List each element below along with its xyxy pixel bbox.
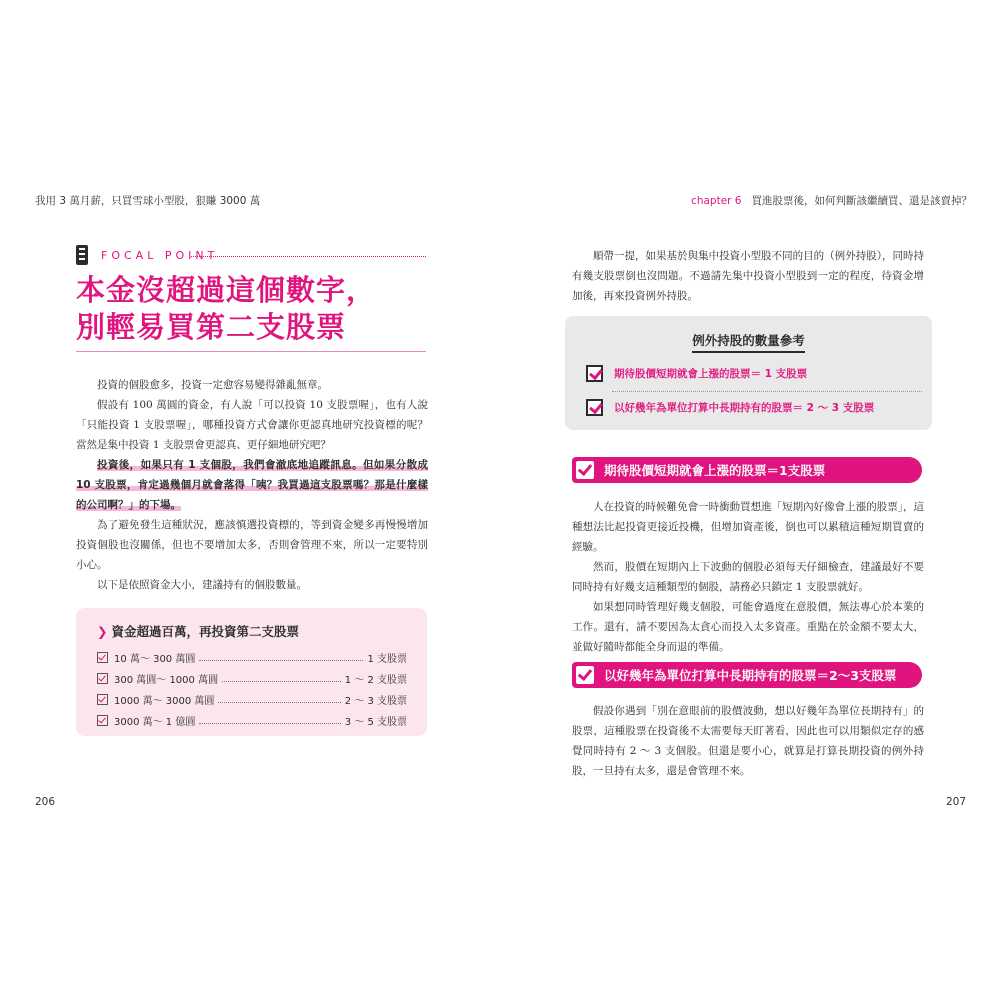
intro-text — [572, 246, 924, 306]
divider — [612, 391, 922, 392]
checkbox-icon — [586, 365, 603, 382]
section-heading-short-term: 期待股價短期就會上漲的股票＝1支股票 — [572, 457, 922, 483]
notebook-icon — [76, 245, 88, 265]
title-divider — [76, 351, 426, 352]
checkbox-icon — [97, 673, 108, 684]
capital-guide-title: ❯ 資金超過百萬，再投資第二支股票 — [97, 624, 299, 639]
paragraph: 投資的個股愈多，投資一定愈容易變得雜亂無章。 — [97, 379, 328, 391]
paragraph: 順帶一提，如果基於與集中投資小型股不同的目的（例外持股），同時持有幾支股票倒也沒問題。不過請先集中投資小型股到一定的程度，待資金增加後，再來投資例外持股。 — [572, 250, 924, 302]
exception-holding-title: 例外持股的數量參考 — [565, 331, 932, 353]
list-item: 3000 萬～ 1 億圓 3 ～ 5 支股票 — [97, 712, 407, 728]
short-term-text — [572, 497, 924, 657]
long-term-text — [572, 701, 924, 781]
checkbox-icon — [97, 715, 108, 726]
page-number-right: 207 — [945, 796, 966, 808]
list-item: 以好幾年為單位打算中長期持有的股票＝ 2 ～ 3 支股票 — [586, 394, 922, 420]
running-header-left: 我用 3 萬月薪，只買雪球小型股，狠賺 3000 萬 — [35, 195, 261, 207]
chapter-title: 買進股票後，如何判斷該繼續買、還是該賣掉？ — [751, 195, 972, 207]
chevron-right-icon: ❯ — [97, 624, 108, 639]
paragraph: 為了避免發生這種狀況，應該慎選投資標的，等到資金變多再慢慢增加投資個股也沒關係，但也不要增加太多，否則會管理不來，所以一定要特別小心。 — [76, 519, 428, 571]
section-heading-long-term: 以好幾年為單位打算中長期持有的股票＝2～3支股票 — [572, 662, 922, 688]
list-item: 1000 萬～ 3000 萬圓 2 ～ 3 支股票 — [97, 691, 407, 707]
check-icon — [576, 461, 594, 479]
title-line-1: 本金沒超過這個數字， — [76, 273, 377, 307]
list-item: 期待股價短期就會上漲的股票＝ 1 支股票 — [586, 360, 922, 386]
paragraph: 人在投資的時候難免會一時衝動買想進「短期內好像會上漲的股票」，這種想法比起投資更接近投機，但增加資產後，倒也可以累積這種短期買賣的經驗。 — [572, 501, 924, 553]
page-number-left: 206 — [35, 796, 56, 808]
checkbox-icon — [97, 652, 108, 663]
highlight-text: 投資後，如果只有 1 支個股，我們會澈底地追蹤訊息。但如果分散成 10 支股票，肯定過幾個月就會落得「咦？我買過這支股票嗎？那是什麼樣的公司啊？」的下場。 — [76, 459, 428, 511]
highlighted-paragraph — [76, 455, 428, 515]
paragraph: 如果想同時管理好幾支個股，可能會過度在意股價，無法專心於本業的工作。還有，請不要因為太貪心而投入太多資產。重點在於金額不要太大，並做好隨時都能全身而退的準備。 — [572, 601, 924, 653]
checkbox-icon — [97, 694, 108, 705]
running-header-right — [691, 193, 972, 208]
chapter-label: chapter 6 — [691, 195, 742, 207]
list-item: 10 萬～ 300 萬圓 1 支股票 — [97, 649, 407, 665]
paragraph: 假設你遇到「別在意眼前的股價波動，想以好幾年為單位長期持有」的股票，這種股票在投資後不太需要每天盯著看，因此也可以用類似定存的感覺同時持有 2 ～ 3 支個股。但還是要小心，就算是打算長期投資的例外持股，一旦持有太多，還是會管理不來。 — [572, 705, 924, 777]
focal-point-rule — [191, 256, 426, 257]
list-item: 300 萬圓～ 1000 萬圓 1 ～ 2 支股票 — [97, 670, 407, 686]
page-title — [76, 272, 436, 346]
paragraph: 然而，股價在短期內上下波動的個股必須每天仔細檢查，建議最好不要同時持有好幾支這種類型的個股，請務必只鎖定 1 支股票就好。 — [572, 561, 924, 593]
paragraph: 假設有 100 萬圓的資金，有人說「可以投資 10 支股票喔」，也有人說「只能投資 1 支股票喔」，哪種投資方式會讓你更認真地研究投資標的呢？當然是集中投資 1 支股票會更認真、更仔細地研究吧？ — [76, 399, 428, 451]
focal-point-label: FOCAL POINT — [101, 249, 219, 262]
checkbox-icon — [586, 399, 603, 416]
left-body-text — [76, 375, 428, 595]
check-icon — [576, 666, 594, 684]
title-line-2: 別輕易買第二支股票 — [76, 310, 347, 344]
paragraph: 以下是依照資金大小，建議持有的個股數量。 — [97, 579, 307, 591]
